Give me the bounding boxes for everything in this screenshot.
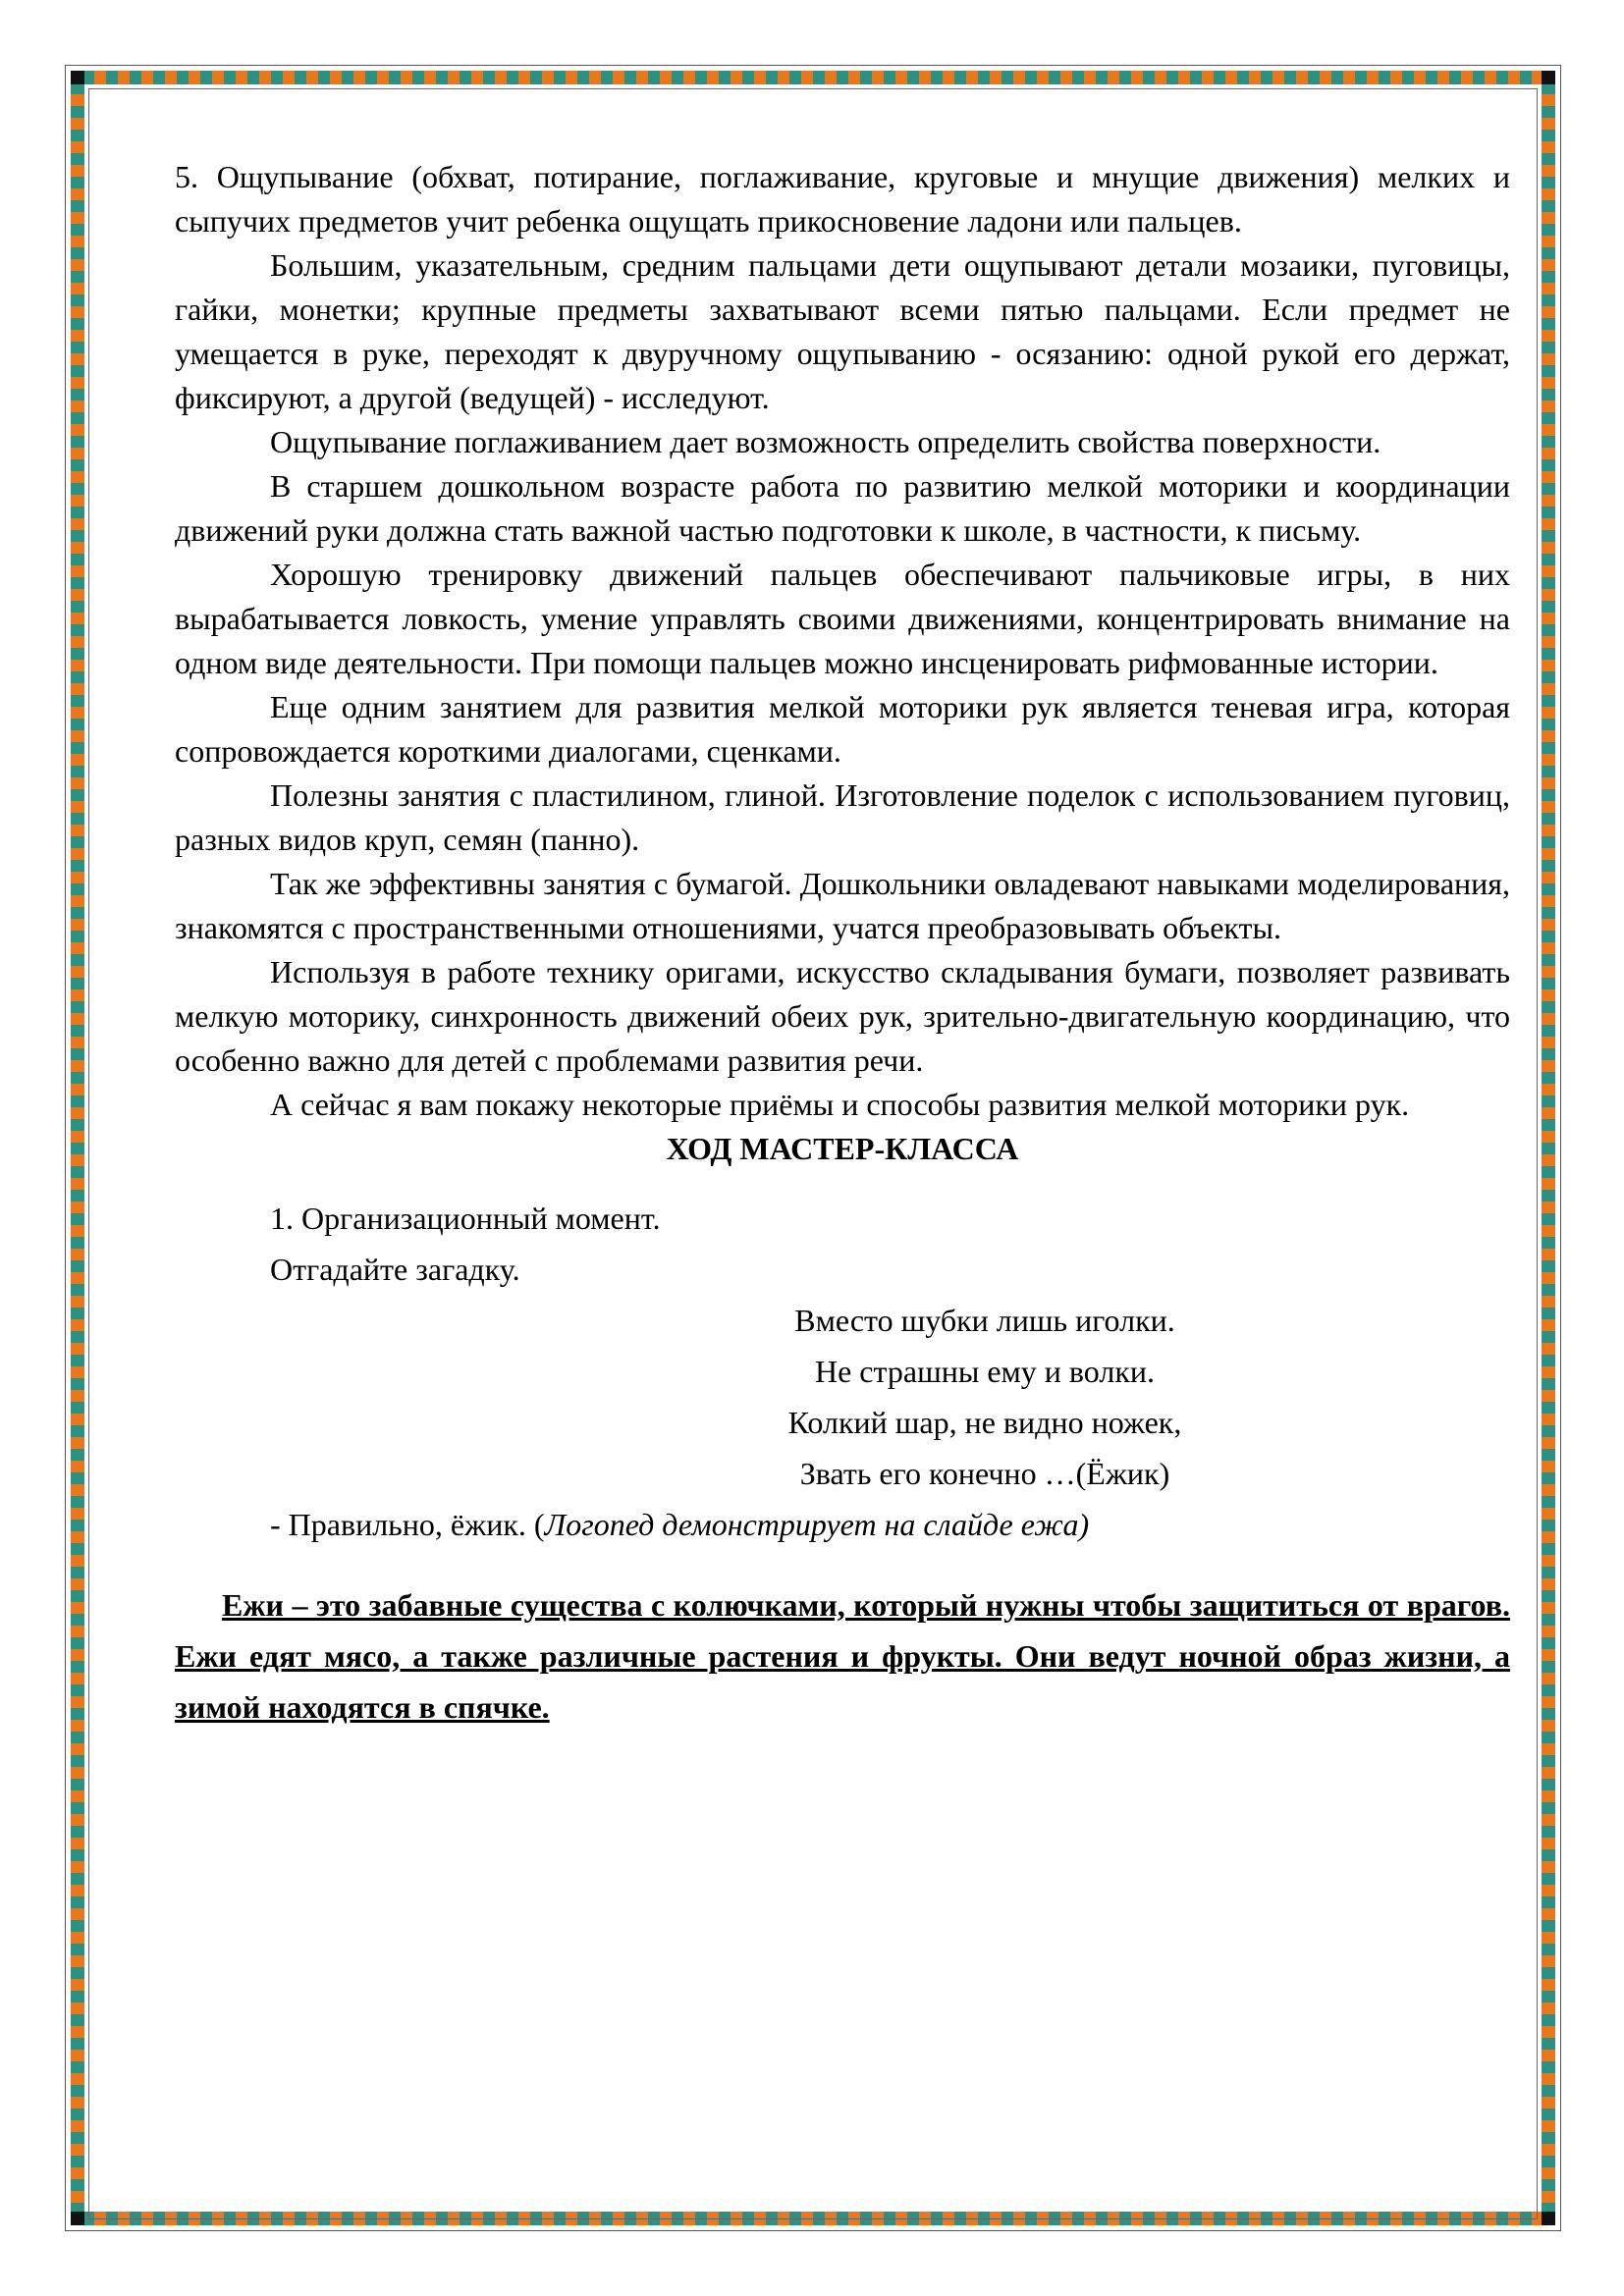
border-corner-bottom-left — [71, 2212, 84, 2225]
verse-line: Звать его конечно …(Ёжик) — [799, 1456, 1170, 1491]
riddle-prompt: Отгадайте загадку. — [270, 1252, 520, 1287]
answer-line — [175, 1499, 1510, 1550]
border-corner-bottom-right — [1542, 2212, 1555, 2225]
paragraph: 5. Ощупывание (обхват, потирание, поглаживание, круговые и мнущие движения) мелких и сыпучих предметов учит ребенка ощущать прикосновение ладони или пальцев. — [175, 159, 1510, 239]
paragraph: В старшем дошкольном возрасте работа по развитию мелкой моторики и координации движений руки должна стать важной частью подготовки к школе, в частности, к письму. — [175, 468, 1510, 548]
decorative-border-top — [71, 71, 1555, 84]
verse-line: Вместо шубки лишь иголки. — [794, 1303, 1175, 1338]
paragraph: Так же эффективны занятия с бумагой. Дошкольники овладевают навыками моделирования, знакомятся с пространственными отношениями, учатся преобразовывать объекты. — [175, 866, 1510, 945]
paragraph: Используя в работе технику оригами, искусство складывания бумаги, позволяет развивать мелкую моторику, синхронность движений обеих рук, зрительно-двигательную координацию, что особенно важно для детей с проблемами развития речи. — [175, 954, 1510, 1078]
answer-text: - Правильно, ёжик. ( — [270, 1507, 545, 1542]
border-corner-top-right — [1542, 71, 1555, 84]
paragraph: А сейчас я вам покажу некоторые приёмы и способы развития мелкой моторики рук. — [270, 1087, 1410, 1122]
border-corner-top-left — [71, 71, 84, 84]
verse-line: Не страшны ему и волки. — [814, 1354, 1156, 1389]
verse-line: Колкий шар, не видно ножек, — [787, 1405, 1182, 1440]
paragraph: Хорошую тренировку движений пальцев обеспечивают пальчиковые игры, в них вырабатывается ловкость, умение управлять своими движениями, концентрировать внимание на одном виде деятельности. При помощи пальцев можно инсценировать рифмованные истории. — [175, 557, 1510, 680]
paragraph: Ощупывание поглаживанием дает возможность определить свойства поверхности. — [270, 424, 1381, 459]
step-item: 1. Организационный момент. — [270, 1201, 661, 1236]
section-heading: ХОД МАСТЕР-КЛАССА — [666, 1131, 1019, 1166]
decorative-border-right — [1542, 71, 1555, 2225]
answer-note: Логопед демонстрирует на слайде ежа) — [544, 1507, 1090, 1542]
document-body — [175, 155, 1510, 1733]
hedgehog-fact: Ежи – это забавные существа с колючками, который нужны чтобы защититься от врагов. Ежи едят мясо, а также различные растения и фрукты. Они ведут ночной образ жизни, а зимой находятся в спячке. — [175, 1587, 1510, 1725]
paragraph: Полезны занятия с пластилином, глиной. Изготовление поделок с использованием пуговиц, разных видов круп, семян (панно). — [175, 777, 1510, 857]
decorative-border-left — [71, 71, 84, 2225]
paragraph: Еще одним занятием для развития мелкой моторики рук является теневая игра, которая сопровождается короткими диалогами, сценками. — [175, 689, 1510, 769]
paragraph: Большим, указательным, средним пальцами дети ощупывают детали мозаики, пуговицы, гайки, монетки; крупные предметы захватывают всеми пятью пальцами. Если предмет не умещается в руке, переходят к двуручному ощупыванию - осязанию: одной рукой его держат, фиксируют, а другой (ведущей) - исследуют. — [175, 247, 1510, 415]
